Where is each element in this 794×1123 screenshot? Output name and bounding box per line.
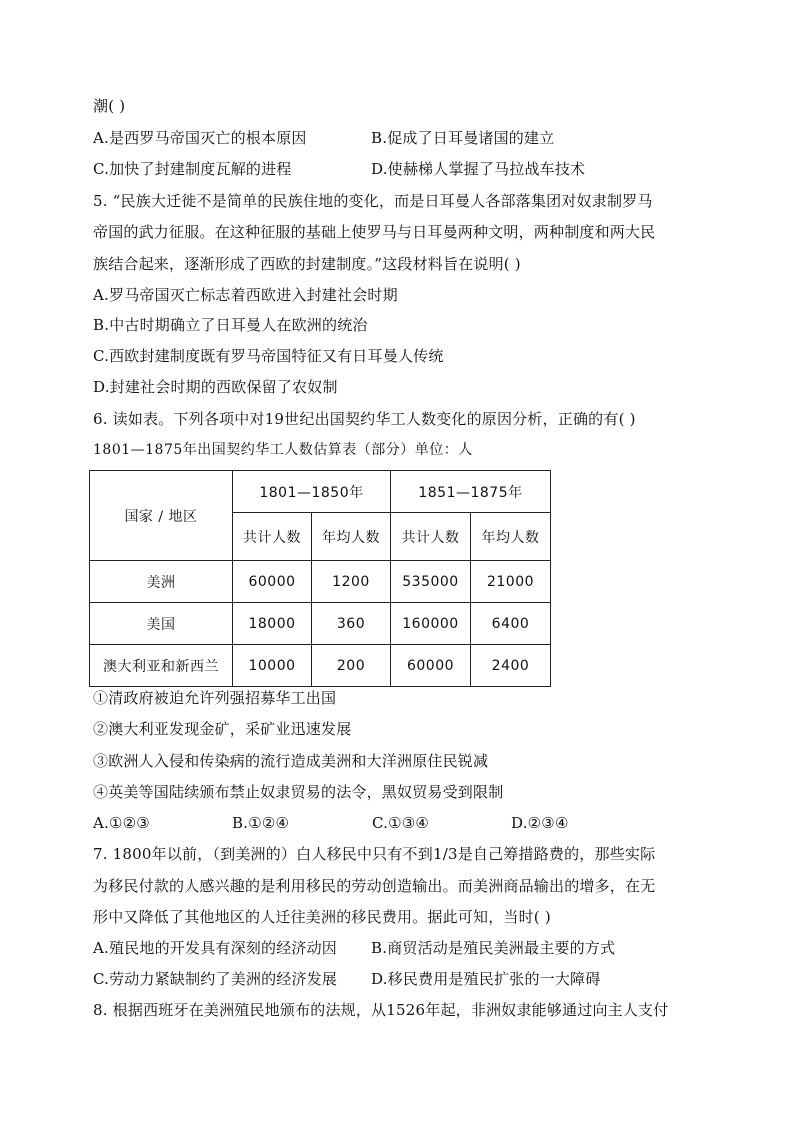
table-subheader-total-2: 共计人数 <box>391 513 471 561</box>
q6-statement-1: ①清政府被迫允许列强招募华工出国 <box>93 689 337 707</box>
table-corner-header: 国家 / 地区 <box>90 471 233 561</box>
q6-option-c[interactable]: C.①③④ <box>372 814 430 832</box>
table-cell-region: 美洲 <box>90 561 233 603</box>
q5-stem-line-2: 帝国的武力征服。在这种征服的基础上使罗马与日耳曼两种文明，两种制度和两大民 <box>93 223 656 241</box>
table-period-header-2: 1851—1875年 <box>391 471 551 513</box>
prev-question-tail: 潮( ) <box>93 97 126 115</box>
q5-option-b[interactable]: B.中古时期确立了日耳曼人在欧洲的统治 <box>93 316 368 334</box>
q5-option-a[interactable]: A.罗马帝国灭亡标志着西欧进入封建社会时期 <box>93 286 398 304</box>
q6-option-a[interactable]: A.①②③ <box>93 814 150 832</box>
q6-statement-3: ③欧洲人入侵和传染病的流行造成美洲和大洋洲原住民锐减 <box>93 752 489 770</box>
q6-option-row <box>93 813 569 833</box>
q5-stem-line-3: 族结合起来，逐渐形成了西欧的封建制度。”这段材料旨在说明( ) <box>93 255 521 273</box>
table-cell: 60000 <box>391 645 471 687</box>
table-cell: 535000 <box>391 561 471 603</box>
table-row <box>90 561 551 603</box>
q7-stem-line-1: 7. 1800年以前，（到美洲的）白人移民中只有不到1/3是自己筹措路费的，那些实际 <box>93 845 656 863</box>
q7-option-row-2 <box>93 969 601 989</box>
option-c[interactable]: C.加快了封建制度瓦解的进程 <box>93 160 292 178</box>
table-cell: 60000 <box>233 561 312 603</box>
table-cell-region: 澳大利亚和新西兰 <box>90 645 233 687</box>
prev-option-row-1 <box>93 128 555 148</box>
q6-data-table <box>89 470 551 687</box>
table-subheader-avg-2: 年均人数 <box>471 513 551 561</box>
table-cell: 200 <box>312 645 391 687</box>
q6-option-d[interactable]: D.②③④ <box>511 814 569 832</box>
q8-stem-line-1: 8. 根据西班牙在美洲殖民地颁布的法规，从1526年起，非洲奴隶能够通过向主人支付 <box>93 1001 669 1019</box>
prev-option-row-2 <box>93 159 586 179</box>
q7-stem-line-3: 形中又降低了其他地区的人迁往美洲的移民费用。据此可知，当时( ) <box>93 908 551 926</box>
q7-option-a[interactable]: A.殖民地的开发具有深刻的经济动因 <box>93 939 338 957</box>
q7-stem-line-2: 为移民付款的人感兴趣的是利用移民的劳动创造输出。而美洲商品输出的增多，在无 <box>93 877 656 895</box>
option-b[interactable]: B.促成了日耳曼诸国的建立 <box>371 129 555 147</box>
q6-option-b[interactable]: B.①②④ <box>232 814 290 832</box>
q7-option-d[interactable]: D.移民费用是殖民扩张的一大障碍 <box>371 970 601 988</box>
table-subheader-avg-1: 年均人数 <box>312 513 391 561</box>
table-cell: 10000 <box>233 645 312 687</box>
table-row <box>90 645 551 687</box>
table-subheader-total-1: 共计人数 <box>233 513 312 561</box>
table-cell: 360 <box>312 603 391 645</box>
table-cell: 21000 <box>471 561 551 603</box>
table-cell: 160000 <box>391 603 471 645</box>
q6-statement-4: ④英美等国陆续颁布禁止奴隶贸易的法令，黑奴贸易受到限制 <box>93 783 504 801</box>
q6-table-caption: 1801—1875年出国契约华工人数估算表（部分）单位：人 <box>93 442 473 458</box>
option-a[interactable]: A.是西罗马帝国灭亡的根本原因 <box>93 129 307 147</box>
q5-option-d[interactable]: D.封建社会时期的西欧保留了农奴制 <box>93 378 338 396</box>
table-period-header-1: 1801—1850年 <box>233 471 391 513</box>
table-cell: 6400 <box>471 603 551 645</box>
q5-option-c[interactable]: C.西欧封建制度既有罗马帝国特征又有日耳曼人传统 <box>93 347 444 365</box>
q6-statement-2: ②澳大利亚发现金矿，采矿业迅速发展 <box>93 720 352 738</box>
table-cell: 2400 <box>471 645 551 687</box>
table-cell-region: 美国 <box>90 603 233 645</box>
q7-option-c[interactable]: C.劳动力紧缺制约了美洲的经济发展 <box>93 970 338 988</box>
q7-option-row-1 <box>93 938 616 958</box>
option-d[interactable]: D.使赫梯人掌握了马拉战车技术 <box>371 160 586 178</box>
q6-stem-line-1: 6. 读如表。下列各项中对19世纪出国契约华工人数变化的原因分析，正确的有( ) <box>93 410 636 428</box>
q5-stem-line-1: 5. “民族大迁徙不是简单的民族住地的变化，而是日耳曼人各部落集团对奴隶制罗马 <box>93 192 653 210</box>
table-row <box>90 603 551 645</box>
q7-option-b[interactable]: B.商贸活动是殖民美洲最主要的方式 <box>371 939 616 957</box>
table-cell: 18000 <box>233 603 312 645</box>
table-cell: 1200 <box>312 561 391 603</box>
